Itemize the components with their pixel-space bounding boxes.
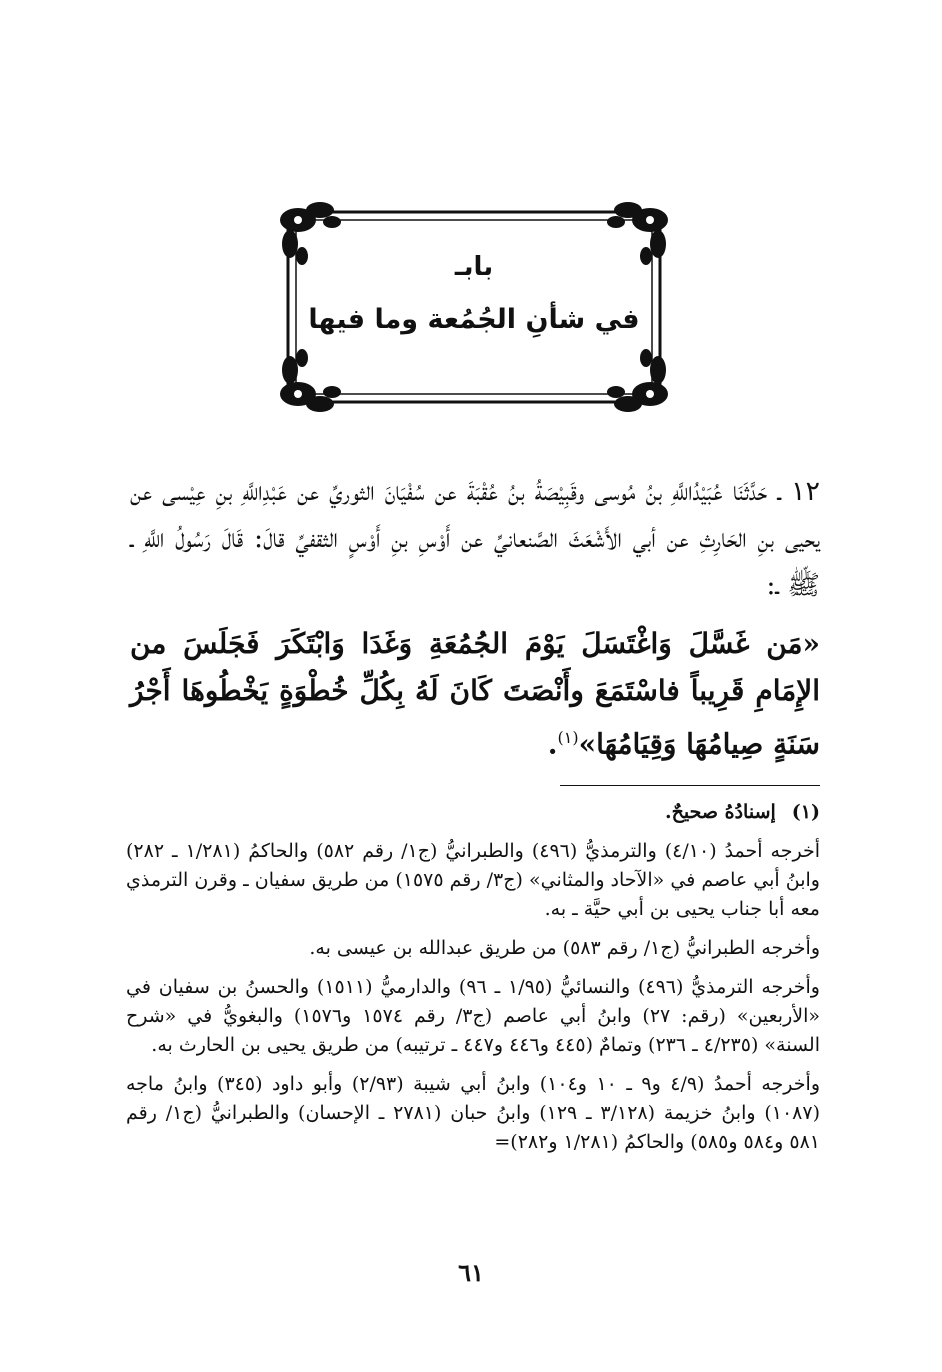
chapter-heading: بابـ [454, 252, 494, 282]
footnote-reference[interactable]: (١) [557, 728, 579, 747]
matn-text: «مَن غَسَّلَ وَاغْتَسَلَ يَوْمَ الجُمُعَةِ وَغَدَا وَابْتَكَرَ فَجَلَسَ من الإِمَامِ قَرِيباً فاسْتَمَعَ وأَنْصَتَ كَانَ لَهُ بِكُلِّ خُطْوَةٍ يَخْطُوهَا أَجْرُ سَنَةٍ صِيامُهَا وَقِيَامُهَا» [130, 627, 820, 761]
footnote-head-text: إسنادُهُ صحيحٌ. [665, 801, 776, 823]
footnote-heading [126, 798, 820, 827]
footnote-paragraph: وأخرجه أحمدُ (٤/٩ و٩ ـ ١٠ و١٠٤) وابنُ أبي شيبة (٢/٩٣) وأبو داود (٣٤٥) وابنُ ماجه (١٠٨٧) وابنُ خزيمة (٣/١٢٨ ـ ١٢٩) وابنُ حبان (٢٧٨١ ـ الإحسان) والطبرانيُّ (ج١/ رقم ٥٨١ و٥٨٤ و٥٨٥) والحاكمُ (١/٢٨١ و٢٨٢)= [126, 1073, 821, 1153]
page-number: ٦١ [458, 1258, 484, 1287]
footnote-paragraph: وأخرجه الطبرانيُّ (ج١/ رقم ٥٨٣) من طريق عبدالله بن عيسى به. [309, 937, 820, 959]
chapter-title-frame [276, 196, 672, 418]
chapter-subheading: في شأنِ الجُمُعة وما فيها [308, 304, 640, 335]
matn-end: . [547, 727, 558, 761]
hadith-matn [130, 620, 820, 767]
footnote-paragraph: وأخرجه الترمذيُّ (٤٩٦) والنسائيُّ (١/٩٥ ـ ٩٦) والدارميُّ (١٥١١) والحسنُ بن سفيان في «الأربعين» (رقم: ٢٧) وابنُ أبي عاصم (ج٣/ رقم ١٥٧٤ و١٥٧٦) والبغويُّ في «شرح السنة» (٤/٢٣٥ ـ ٢٣٦) وتمامٌ (٤٤٥ و٤٤٦ و٤٤٧ ـ ترتيبه) من طريق يحيى بن الحارث به. [126, 976, 821, 1056]
footnote-separator [560, 785, 820, 786]
footnote-paragraph: أخرجه أحمدُ (٤/١٠) والترمذيُّ (٤٩٦) والطبرانيُّ (ج١/ رقم ٥٨٢) والحاكمُ (١/٢٨١ ـ ٢٨٢) وابنُ أبي عاصم في «الآحاد والمثاني» (ج٣/ رقم ١٥٧٥) من طريق سفيان ـ وقرن الترمذي معه أبا جناب يحيى بن أبي حيَّة ـ به. [126, 840, 820, 920]
footnote-number: (١) [791, 801, 820, 823]
footnotes [126, 798, 820, 1167]
hadith-isnad [130, 468, 820, 609]
isnad-text: ١٢ ـ حَدَّثَنَا عُبَيْدُاللَّهِ بنُ مُوسى وقَبِيْصَةُ بنُ عُقْبَةَ عن سُفْيَانَ الثوريِّ عن عَبْدِاللَّهِ بنِ عِيْسى عن يحيى بنِ الحَارِثِ عن أبي الأَشْعَثَ الصَّنعانيِّ عن أَوْسِ بنِ أَوْسٍ الثقفيِّ قالَ: قَالَ رَسُولُ اللَّهِ ـ ﷺ ـ: [130, 476, 820, 601]
